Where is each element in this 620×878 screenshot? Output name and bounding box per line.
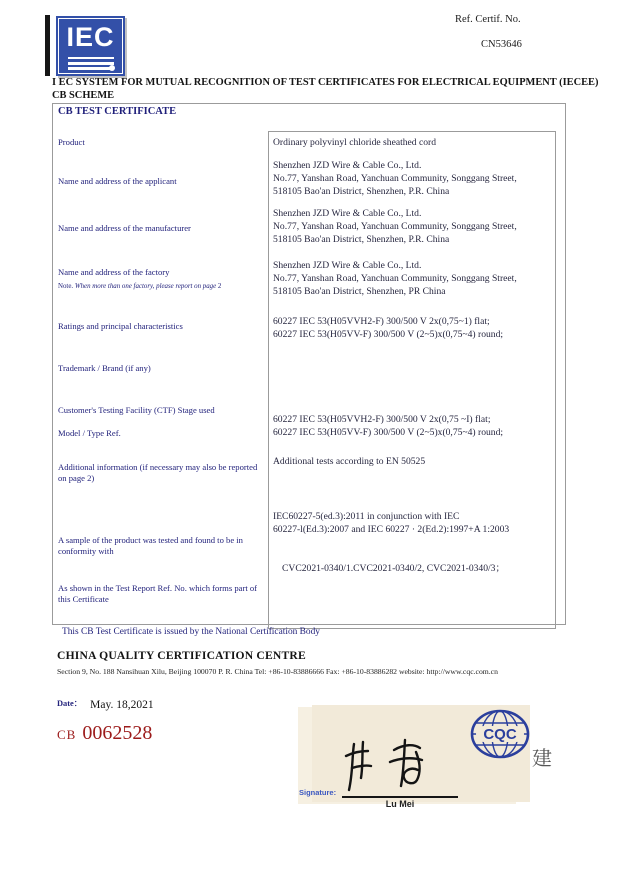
applicant-line: 518105 Bao'an District, Shenzhen, P.R. China <box>273 185 450 197</box>
factory-note <box>58 283 264 292</box>
left-black-bar <box>45 15 50 76</box>
manufacturer-value <box>273 208 549 247</box>
conformity-line: 60227-l(Ed.3):2007 and IEC 60227 · 2(Ed.2):1997+A 1:2003 <box>273 523 510 535</box>
manufacturer-line: 518105 Bao'an District, Shenzhen, P.R. China <box>273 233 450 245</box>
factory-note-page: 2 <box>217 283 222 290</box>
additional-info-label: Additional information (if necessary may also be reported on page 2) <box>58 462 258 484</box>
conformity-line: IEC60227-5(ed.3):2011 in conjunction with IEC <box>273 511 460 522</box>
cb-number: 0062528 <box>82 722 153 744</box>
ratings-value <box>273 316 549 342</box>
ref-certif-no-label: Ref. Certif. No. <box>455 14 521 25</box>
signatory-name: Lu Mei <box>385 799 415 809</box>
manufacturer-line: Shenzhen JZD Wire & Cable Co., Ltd. <box>273 208 422 219</box>
stamp-character: 建 <box>532 746 552 770</box>
date-value: May. 18,2021 <box>90 699 154 711</box>
additional-info-value: Additional tests according to EN 50525 <box>273 456 426 467</box>
manufacturer-line: No.77, Yanshan Road, Yanchuan Community, Songgang Street, <box>273 220 517 232</box>
factory-label: Name and address of the factory <box>58 267 170 277</box>
model-line: 60227 IEC 53(H05VV-F) 300/500 V (2~5)x(0,75~4) round; <box>273 426 504 438</box>
product-label: Product <box>58 137 85 147</box>
conformity-label: A sample of the product was tested and found to be in conformity with <box>58 535 243 557</box>
factory-value <box>273 260 549 299</box>
ratings-line: 60227 IEC 53(H05VV-F) 300/500 V (2~5)x(0,75~4) round; <box>273 328 504 340</box>
factory-line: No.77, Yanshan Road, Yanchuan Community, Songgang Street, <box>273 272 517 284</box>
iec-logo-lines-icon <box>68 54 114 70</box>
trademark-label: Trademark / Brand (if any) <box>58 363 151 373</box>
applicant-value <box>273 160 549 199</box>
cqc-logo <box>468 707 532 761</box>
factory-note-text: When more than one factory, please report on page <box>74 283 217 290</box>
cb-prefix: CB <box>57 727 77 742</box>
date-label: Date： <box>57 699 83 708</box>
iec-logo <box>56 16 125 76</box>
cb-certificate-number <box>57 722 152 745</box>
iec-logo-text: IEC <box>66 22 115 53</box>
certification-body-address: Section 9, No. 188 Nansihuan Xilu, Beijing 100070 P. R. China Tel: +86-10-83886666 Fax: +86-10-83886282 website: http://www.cqc.com.cn <box>57 667 498 676</box>
ctf-label: Customer's Testing Facility (CTF) Stage used <box>58 405 215 415</box>
model-line: 60227 IEC 53(H05VVH2-F) 300/500 V 2x(0,75 ~I) flat; <box>273 414 491 425</box>
issued-by-statement: This CB Test Certificate is issued by the National Certification Body <box>62 627 320 637</box>
model-value <box>273 414 549 440</box>
signature-label: Signature: <box>299 788 337 797</box>
conformity-value <box>273 511 549 537</box>
certification-body-name: CHINA QUALITY CERTIFICATION CENTRE <box>57 649 306 662</box>
applicant-line: Shenzhen JZD Wire & Cable Co., Ltd. <box>273 160 422 171</box>
applicant-line: No.77, Yanshan Road, Yanchuan Community, Songgang Street, <box>273 172 517 184</box>
certificate-values-border <box>268 131 556 629</box>
cqc-logo-text: CQC <box>483 726 517 743</box>
factory-line: Shenzhen JZD Wire & Cable Co., Ltd. <box>273 260 422 271</box>
model-label: Model / Type Ref. <box>58 428 121 438</box>
test-report-label: As shown in the Test Report Ref. No. which forms part of this Certificate <box>58 583 258 605</box>
ratings-label: Ratings and principal characteristics <box>58 321 183 331</box>
ratings-line: 60227 IEC 53(H05VVH2-F) 300/500 V 2x(0,75~1) flat; <box>273 316 490 327</box>
signature-line <box>342 796 458 798</box>
product-value: Ordinary polyvinyl chloride sheathed cord <box>273 137 437 148</box>
certificate-title: CB TEST CERTIFICATE <box>58 106 177 117</box>
applicant-label: Name and address of the applicant <box>58 176 177 186</box>
manufacturer-label: Name and address of the manufacturer <box>58 223 191 233</box>
date-row <box>57 695 154 713</box>
factory-line: 518105 Bao'an District, Shenzhen, PR China <box>273 285 446 297</box>
scheme-title: I EC SYSTEM FOR MUTUAL RECOGNITION OF TEST CERTIFICATES FOR ELECTRICAL EQUIPMENT (IECEE) CB SCHEME <box>52 77 599 101</box>
handwritten-signature <box>338 736 458 796</box>
test-report-value: CVC2021-0340/1.CVC2021-0340/2, CVC2021-0340/3； <box>282 563 506 574</box>
factory-note-prefix: Note. <box>58 283 74 290</box>
ref-certif-no-value: CN53646 <box>481 39 522 50</box>
